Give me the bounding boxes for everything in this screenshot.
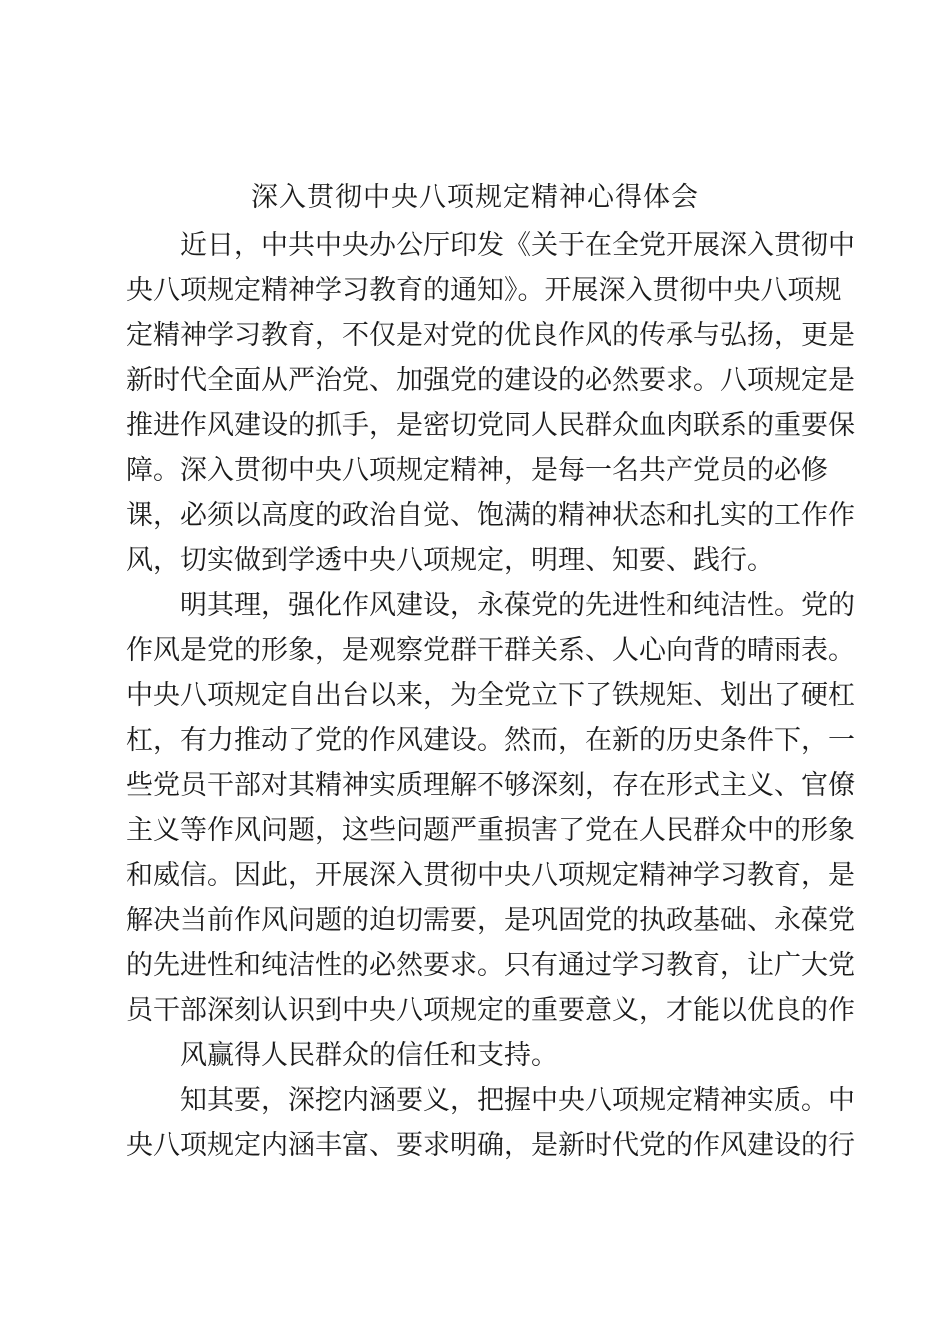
line-text: 些党员干部对其精神实质理解不够深刻，存在形式主义、官僚 xyxy=(126,770,855,801)
line-text: 明其理，强化作风建设，永葆党的先进性和纯洁性。党的 xyxy=(180,590,855,621)
line-text: 近日，中共中央办公厅印发《关于在全党开展深入贯彻中 xyxy=(180,230,855,261)
line-text: 杠，有力推动了党的作风建设。然而，在新的历史条件下，一 xyxy=(126,725,855,756)
line-text: 课，必须以高度的政治自觉、饱满的精神状态和扎实的工作作 xyxy=(126,500,855,531)
line-text: 员干部深刻认识到中央八项规定的重要意义，才能以优良的作 xyxy=(126,995,855,1026)
paragraph-line xyxy=(0,313,950,358)
line-text: 和威信。因此，开展深入贯彻中央八项规定精神学习教育，是 xyxy=(126,860,855,891)
paragraph-line xyxy=(0,853,950,898)
paragraph-line xyxy=(0,808,950,853)
line-text: 风，切实做到学透中央八项规定，明理、知要、践行。 xyxy=(126,545,774,576)
line-text: 新时代全面从严治党、加强党的建设的必然要求。八项规定是 xyxy=(126,365,855,396)
paragraph-line xyxy=(0,988,950,1033)
paragraph-line xyxy=(0,1033,950,1078)
paragraph-line xyxy=(0,268,950,313)
paragraph-line xyxy=(0,1078,950,1123)
line-text: 推进作风建设的抓手，是密切党同人民群众血肉联系的重要保 xyxy=(126,410,855,441)
paragraph-line xyxy=(0,403,950,448)
line-text: 作风是党的形象，是观察党群干群关系、人心向背的晴雨表。 xyxy=(126,635,855,666)
paragraph-line xyxy=(0,628,950,673)
line-text: 风赢得人民群众的信任和支持。 xyxy=(180,1040,558,1071)
paragraph-line xyxy=(0,1123,950,1168)
line-text: 解决当前作风问题的迫切需要，是巩固党的执政基础、永葆党 xyxy=(126,905,855,936)
paragraph-line xyxy=(0,223,950,268)
paragraph-line xyxy=(0,538,950,583)
line-text: 中央八项规定自出台以来，为全党立下了铁规矩、划出了硬杠 xyxy=(126,680,855,711)
paragraph-line xyxy=(0,898,950,943)
line-text: 定精神学习教育，不仅是对党的优良作风的传承与弘扬，更是 xyxy=(126,320,855,351)
document-title: 深入贯彻中央八项规定精神心得体会 xyxy=(251,182,699,213)
line-text: 的先进性和纯洁性的必然要求。只有通过学习教育，让广大党 xyxy=(126,950,855,981)
line-text: 知其要，深挖内涵要义，把握中央八项规定精神实质。中 xyxy=(180,1085,855,1116)
line-text: 央八项规定内涵丰富、要求明确，是新时代党的作风建设的行 xyxy=(126,1130,855,1161)
paragraph-line xyxy=(0,583,950,628)
paragraph-line xyxy=(0,763,950,808)
line-text: 障。深入贯彻中央八项规定精神，是每一名共产党员的必修 xyxy=(126,455,828,486)
paragraph-line xyxy=(0,943,950,988)
paragraph-line xyxy=(0,718,950,763)
paragraph-line xyxy=(0,448,950,493)
line-text: 央八项规定精神学习教育的通知》。开展深入贯彻中央八项规 xyxy=(126,275,842,306)
line-text: 主义等作风问题，这些问题严重损害了党在人民群众中的形象 xyxy=(126,815,855,846)
paragraph-line xyxy=(0,493,950,538)
paragraph-line xyxy=(0,358,950,403)
paragraph-line xyxy=(0,673,950,718)
